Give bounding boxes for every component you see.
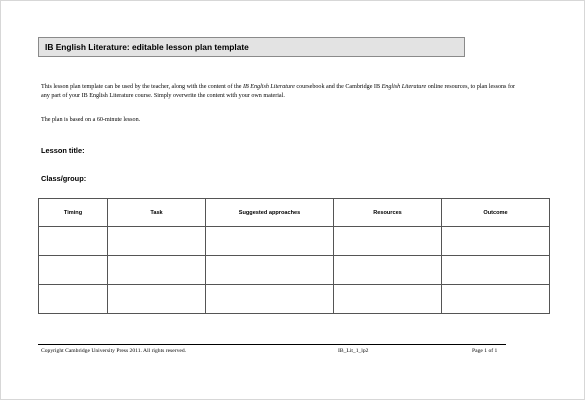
table-cell[interactable] — [108, 227, 206, 256]
header-task: Task — [108, 199, 206, 227]
footer-copyright: Copyright Cambridge University Press 2011. All rights reserved. — [41, 348, 187, 354]
table-cell[interactable] — [334, 227, 442, 256]
table-cell[interactable] — [206, 227, 334, 256]
footer-page-number: Page 1 of 1 — [472, 348, 498, 354]
table-header-row — [39, 199, 550, 227]
lesson-plan-table — [38, 198, 550, 314]
intro-paragraph: This lesson plan template can be used by the teacher, along with the content of the IB English Literature coursebook and the Cambridge IB English Literature online resources, to plan lessons for any part of your IB English Literature course. Simply overwrite the content with your own material. — [41, 84, 516, 100]
lesson-title-label: Lesson title: — [41, 146, 85, 155]
header-outcome: Outcome — [442, 199, 550, 227]
document-title: IB English Literature: editable lesson plan template — [38, 37, 465, 57]
class-group-label: Class/group: — [41, 174, 87, 183]
table-cell[interactable] — [206, 285, 334, 314]
table-cell[interactable] — [334, 285, 442, 314]
table-cell[interactable] — [39, 285, 108, 314]
header-timing: Timing — [39, 199, 108, 227]
table-cell[interactable] — [334, 256, 442, 285]
table-row — [39, 285, 550, 314]
table-cell[interactable] — [206, 256, 334, 285]
table-row — [39, 256, 550, 285]
table-cell[interactable] — [108, 285, 206, 314]
footer-document-code: IB_Lit_1_lp2 — [338, 348, 369, 354]
table-cell[interactable] — [39, 227, 108, 256]
table-cell[interactable] — [39, 256, 108, 285]
footer-divider — [38, 344, 506, 345]
table-cell[interactable] — [442, 227, 550, 256]
plan-note: The plan is based on a 60-minute lesson. — [41, 117, 141, 123]
table-row — [39, 227, 550, 256]
table-cell[interactable] — [442, 256, 550, 285]
table-cell[interactable] — [442, 285, 550, 314]
table-cell[interactable] — [108, 256, 206, 285]
header-resources: Resources — [334, 199, 442, 227]
header-suggested-approaches: Suggested approaches — [206, 199, 334, 227]
